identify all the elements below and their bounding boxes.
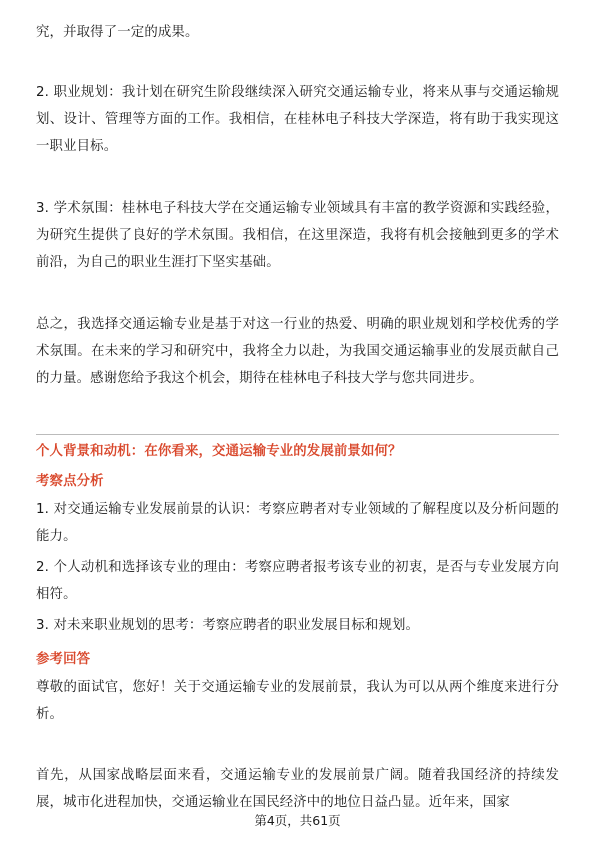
answer-first-paragraph: 首先，从国家战略层面来看，交通运输专业的发展前景广阔。随着我国经济的持续发展，城市化进程加快，交通运输业在国民经济中的地位日益凸显。近年来，国家	[36, 768, 559, 810]
summary-paragraph: 总之，我选择交通运输专业是基于对这一行业的热爱、明确的职业规划和学校优秀的学术氛围。在未来的学习和研究中，我将全力以赴，为我国交通运输事业的发展贡献自己的力量。感谢您给予我这个机会，期待在桂林电子科技大学与您共同进步。	[36, 317, 559, 386]
question-title: 个人背景和动机：在你看来，交通运输专业的发展前景如何？	[36, 444, 402, 459]
section-divider	[36, 434, 559, 435]
intro-tail-text: 究，并取得了一定的成果。	[36, 25, 199, 40]
analysis-point-3: 3. 对未来职业规划的思考：考察应聘者的职业发展目标和规划。	[36, 618, 420, 633]
analysis-point-1: 1. 对交通运输专业发展前景的认识：考察应聘者对专业领域的了解程度以及分析问题的能力。	[36, 502, 559, 544]
analysis-points-heading: 考察点分析	[36, 474, 104, 489]
academic-atmosphere-paragraph: 3. 学术氛围：桂林电子科技大学在交通运输专业领域具有丰富的教学资源和实践经验，为研究生提供了良好的学术氛围。我相信，在这里深造，我将有机会接触到更多的学术前沿，为自己的职业生涯打下坚实基础。	[36, 201, 559, 270]
answer-intro-paragraph: 尊敬的面试官，您好！关于交通运输专业的发展前景，我认为可以从两个维度来进行分析。	[36, 680, 559, 722]
page-number: 第4页，共61页	[254, 813, 341, 828]
analysis-point-2: 2. 个人动机和选择该专业的理由：考察应聘者报考该专业的初衷，是否与专业发展方向相符。	[36, 560, 559, 602]
career-plan-paragraph: 2. 职业规划：我计划在研究生阶段继续深入研究交通运输专业，将来从事与交通运输规划、设计、管理等方面的工作。我相信，在桂林电子科技大学深造，将有助于我实现这一职业目标。	[36, 85, 559, 154]
reference-answer-heading: 参考回答	[36, 652, 91, 667]
